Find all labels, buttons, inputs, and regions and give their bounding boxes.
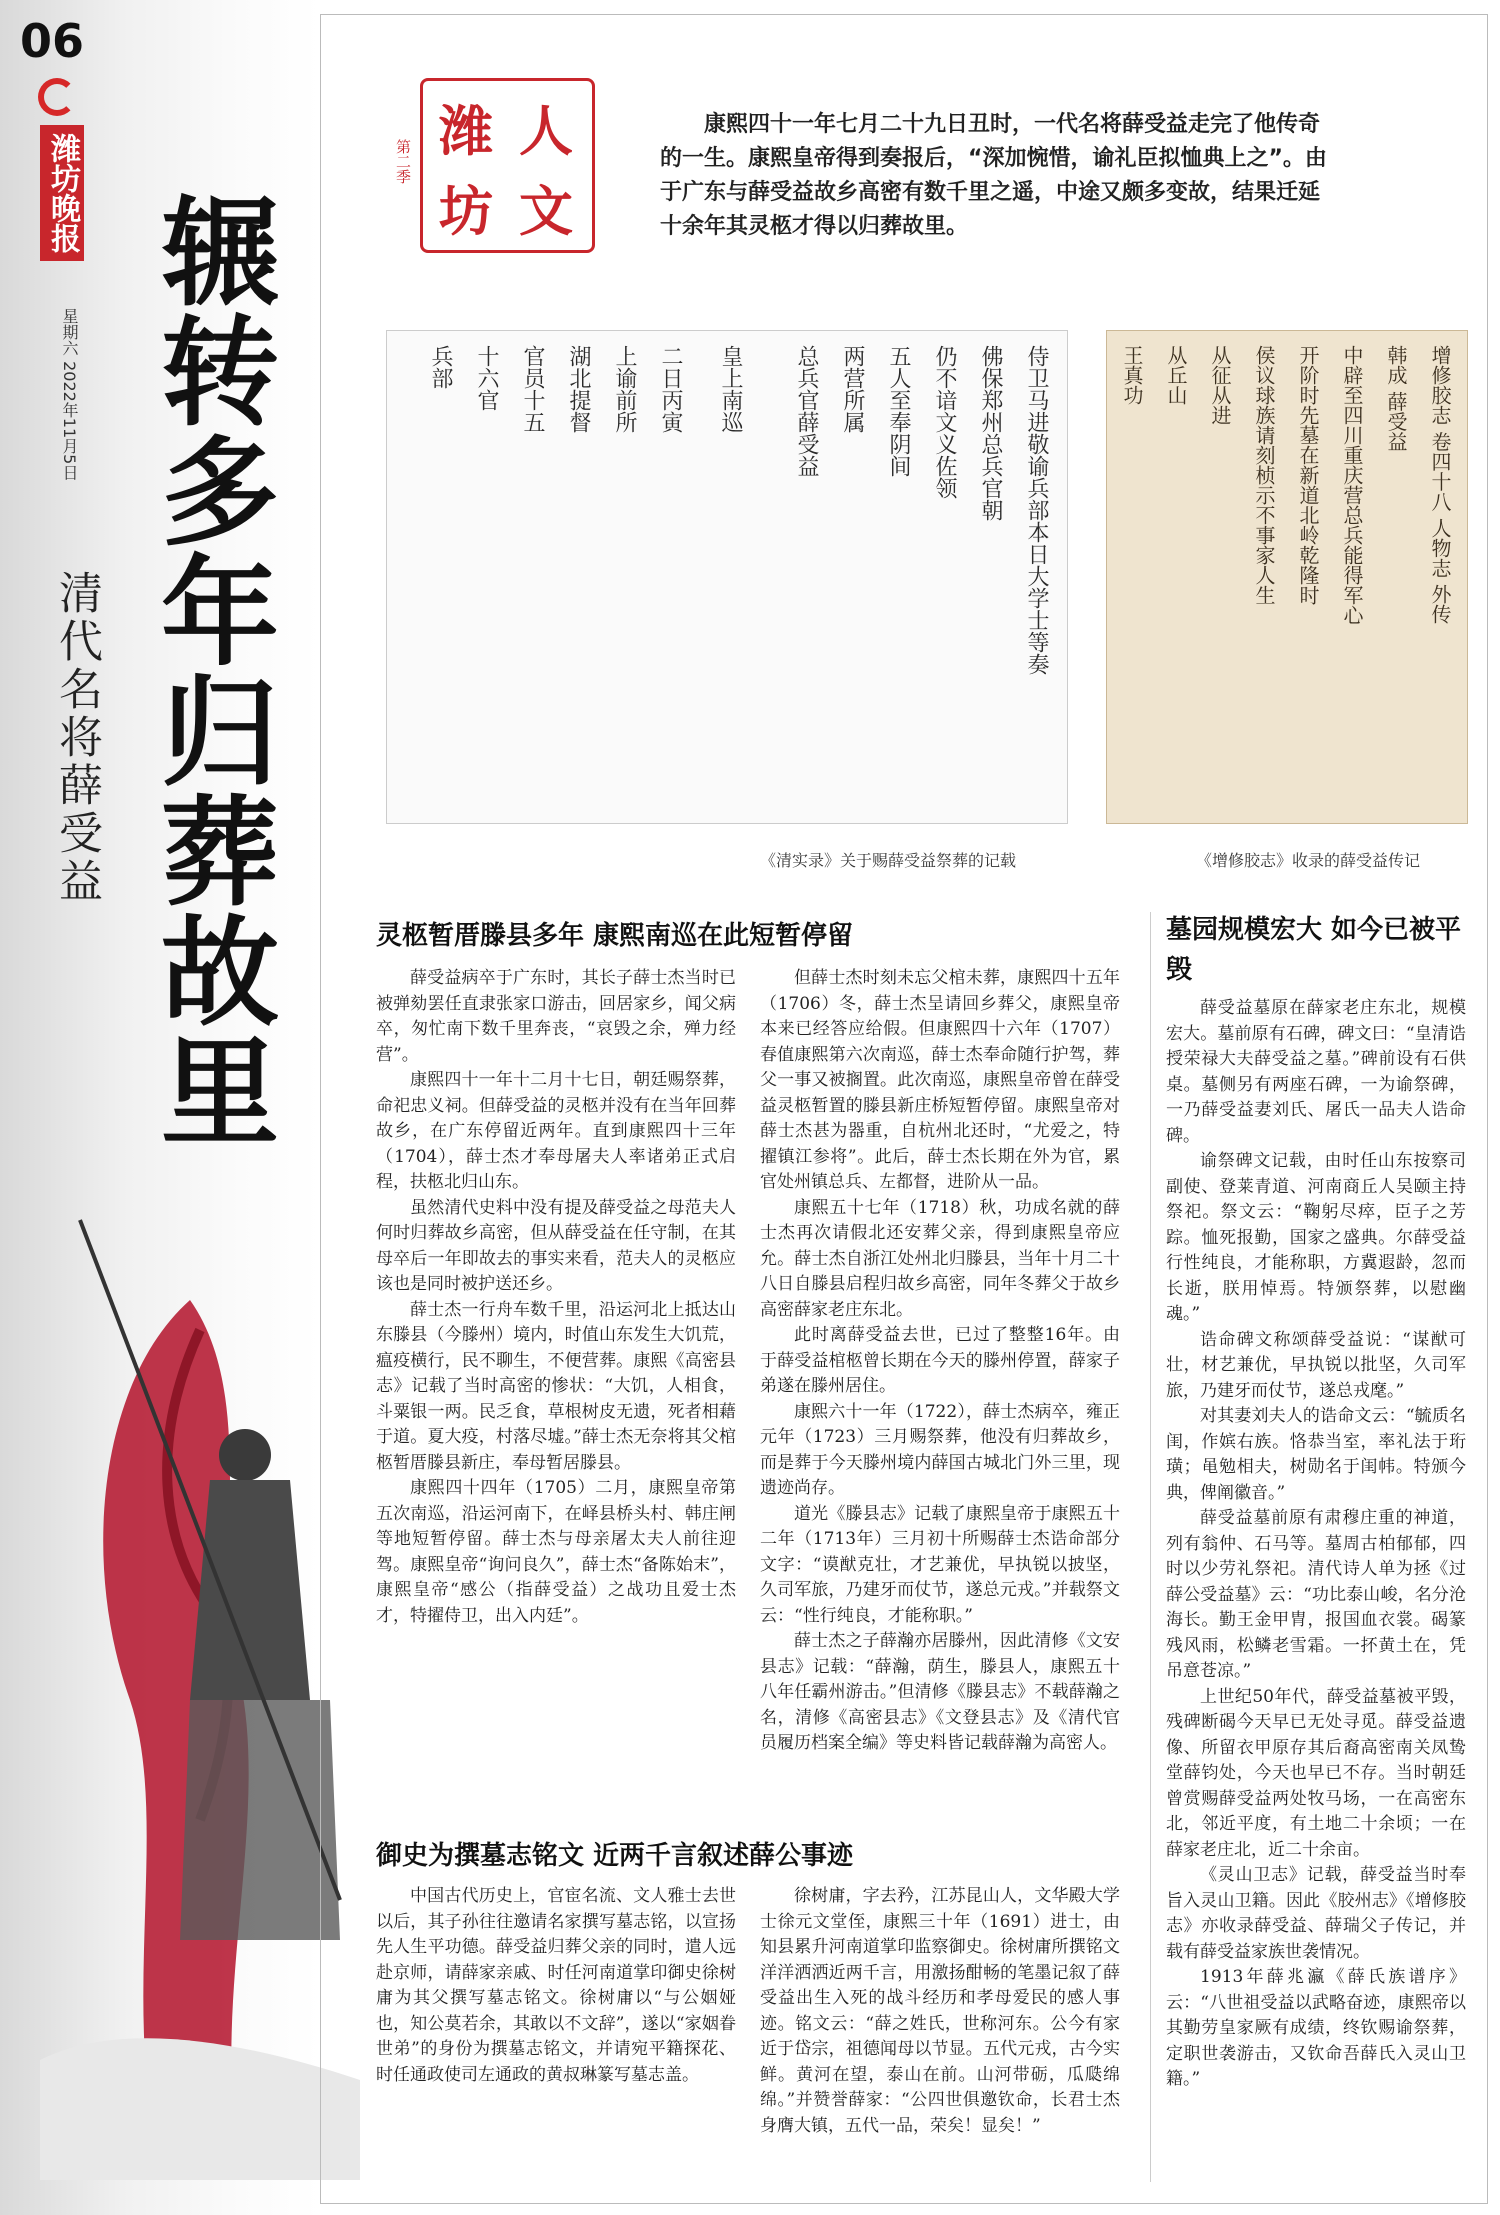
scan-column: 湖北提督: [566, 345, 591, 433]
paragraph: 此时离薛受益去世，已过了整整16年。由于薛受益棺柩曾长期在今天的滕州停置，薛家子弟遂在滕州居住。: [760, 1325, 1120, 1396]
newspaper-logo-icon: [38, 78, 76, 116]
paragraph: 康熙五十七年（1718）秋，功成名就的薛士杰再次请假北还安葬父亲，得到康熙皇帝应允。薛士杰自浙江处州北归滕县，当年十月二十八日自滕县启程归故乡高密，同年冬葬父于故乡高密薛家老庄东北。: [760, 1197, 1120, 1320]
section-body-column: [760, 966, 1120, 1946]
section-body-column: [376, 966, 736, 1946]
paragraph: 中国古代历史上，官宦名流、文人雅士去世以后，其子孙往往邀请名家撰写墓志铭，以宣扬先人生平功德。薛受益归葬父亲的同时，遣人远赴京师，请薛家亲戚、时任河南道掌印御史徐树庸为其父撰写墓志铭文。徐树庸以“与公姻娅也，知公莫若余，其敢以不文辞”，遂以“家姻眷世弟”的身份为撰墓志铭文，并请宛平籍探花、时任通政使司左通政的黄叔琳篆写墓志盖。: [376, 1886, 736, 2085]
scan-column: 十六官: [474, 345, 499, 411]
seal-char: 文: [519, 179, 573, 243]
scan-column: 仍不谙文义佐领: [932, 345, 957, 499]
seal-char: 潍: [439, 99, 493, 163]
section-heading: 墓园规模宏大 如今已被平毁: [1166, 915, 1462, 985]
scan-column: 五人至奉阴间: [886, 345, 911, 477]
paragraph: 上世纪50年代，薛受益墓被平毁，残碑断碣今天早已无处寻觅。薛受益遗像、所留衣甲原存其后裔高密南关凤鸷堂薛钧处，今天也早已不存。当时朝廷曾赏赐薛受益两处牧马场，一在高密东北，邻近平度，有土地二十余顷；一在薛家老庄北，近二十余亩。: [1166, 1686, 1466, 1860]
date-line: 星期六 2022年11月5日: [60, 308, 79, 481]
paragraph: 薛士杰之子薛瀚亦居滕州，因此清修《文安县志》记载：“薛瀚，荫生，滕县人，康熙五十八年任霸州游击。”但清修《滕县志》不载薛瀚之名，清修《高密县志》《文登县志》及《清代官员履历档案全编》等史料皆记载薛瀚为高密人。: [760, 1631, 1120, 1753]
scan-column: 总兵官薛受益: [794, 345, 819, 477]
paragraph: 薛受益墓前原有肃穆庄重的神道，列有翁仲、石马等。墓周古柏郁郁，四时以少劳礼祭祀。清代诗人单为拯《过薛公受益墓》云：“功比泰山峻，名分沧海长。勤王金甲胄，报国血衣裳。碣篆残风雨，松鳞老雪霜。一抔黄土在，凭吊意苍凉。”: [1166, 1508, 1466, 1681]
paragraph: 但薛士杰时刻未忘父棺未葬，康熙四十五年（1706）冬，薛士杰呈请回乡葬父，康熙皇帝本来已经答应给假。但康熙四十六年（1707）春值康熙第六次南巡，薛士杰奉命随行护驾，葬父一事又被搁置。此次南巡，康熙皇帝曾在薛受益灵柩暂置的滕县新庄桥短暂停留。康熙皇帝对薛士杰甚为器重，自杭州北还时，“尤爱之，特擢镇江参将”。此后，薛士杰长期在外为官，累官处州镇总兵、左都督，进阶从一品。: [760, 968, 1120, 1192]
paragraph: 康熙六十一年（1722），薛士杰病卒，雍正元年（1723）三月赐祭葬，他没有归葬故乡，而是葬于今天滕州境内薛国古城北门外三里，现遗迹尚存。: [760, 1401, 1120, 1498]
scan-column: 官员十五: [520, 345, 545, 433]
paragraph: 谕祭碑文记载，由时任山东按察司副使、登莱青道、河南商丘人吴颐主持祭祀。祭文云：“鞠躬尽瘁，臣子之芳踪。恤死报勤，国家之盛典。尔薛受益行性纯良，才能称职，方冀遐龄，忽而长逝，朕用悼焉。特颁祭葬，以慰幽魂。”: [1166, 1151, 1466, 1324]
paragraph: 虽然清代史料中没有提及薛受益之母范夫人何时归葬故乡高密，但从薛受益在任守制，在其母卒后一年即故去的事实来看，范夫人的灵柩应该也是同时被护送还乡。: [376, 1197, 736, 1294]
paragraph: 道光《滕县志》记载了康熙皇帝于康熙五十二年（1713年）三月初十所赐薛士杰诰命部分文字：“谟猷克壮，才艺兼优，早执锐以披坚，久司军旅，乃建牙而仗节，遂总元戎。”并载祭文云：“性行纯良，才能称职。”: [760, 1503, 1120, 1626]
qing-shilu-scan: [386, 330, 1068, 824]
section-body-column: [1166, 996, 1466, 2186]
scan-column: 二日丙寅: [658, 345, 683, 433]
paragraph: 康熙四十一年十二月十七日，朝廷赐祭葬，命祀忠义祠。但薛受益的灵柩并没有在当年回葬故乡，在广东停留近两年。直到康熙四十三年（1704），薛士杰才奉母屠夫人率诸弟正式启程，扶柩北归山东。: [376, 1070, 736, 1192]
newspaper-name: 潍坊晚报: [40, 125, 84, 261]
image-caption: 《清实录》关于赐薛受益祭葬的记载: [760, 851, 1017, 870]
paragraph: 薛受益病卒于广东时，其长子薛士杰当时已被弹劾罢任直隶张家口游击，回居家乡，闻父病卒，匆忙南下数千里奔丧，“哀毁之余，殚力经营”。: [376, 968, 736, 1065]
main-title: 辗转多年归葬故里: [141, 190, 279, 1150]
scan-column: 开阶时先墓在新道北岭乾隆时: [1296, 345, 1320, 605]
paragraph: 薛受益墓原在薛家老庄东北，规模宏大。墓前原有石碑，碑文曰：“皇清诰授荣禄大夫薛受益之墓。”碑前设有石供桌。墓侧另有两座石碑，一为谕祭碑，一乃薛受益妻刘氏、屠氏一品夫人诰命碑。: [1166, 998, 1466, 1146]
section-heading: 灵柩暂厝滕县多年 康熙南巡在此短暂停留: [376, 921, 854, 951]
paragraph: 《灵山卫志》记载，薛受益当时奉旨入灵山卫籍。因此《胶州志》《增修胶志》亦收录薛受益、薛瑞父子传记，并载有薛受益家族世袭情况。: [1166, 1865, 1466, 1962]
seal-char: 坊: [439, 179, 493, 243]
paragraph: 对其妻刘夫人的诰命文云：“毓质名闺，作嫔右族。恪恭当室，率礼法于珩璜；黾勉相夫，树勋名于闺帏。特颁今典，俾阐徽音。”: [1166, 1406, 1466, 1503]
seal-char: 人: [519, 99, 573, 163]
scan-column: 兵部: [428, 345, 453, 389]
scan-column: 从丘山: [1164, 345, 1188, 405]
page-number: 06: [20, 14, 85, 68]
zengxiu-jiaozhi-scan: [1106, 330, 1468, 824]
scan-column: 两营所属: [840, 345, 865, 433]
lede-paragraph: 康熙四十一年七月二十九日丑时，一代名将薛受益走完了他传奇的一生。康熙皇帝得到奏报后，“深加惋惜，谕礼臣拟恤典上之”。由于广东与薛受益故乡高密有数千里之遥，中途又颇多变故，结果迁延十余年其灵柩才得以归葬故里。: [660, 112, 1327, 239]
scan-column: 增修胶志 卷四十八 人物志 外传: [1428, 345, 1452, 625]
scan-column: 上谕前所: [612, 345, 637, 433]
seal-season: 第二季: [394, 139, 412, 184]
column-divider: [1150, 912, 1151, 2182]
main-subtitle: 清代名将薛受益: [51, 570, 102, 906]
scan-column: 王真功: [1120, 345, 1144, 405]
scan-column: 中辟至四川重庆营总兵能得军心: [1340, 345, 1364, 625]
scan-column: 佛保郑州总兵官朝: [978, 345, 1003, 521]
column-seal: [394, 78, 595, 253]
scan-column: 从征从进: [1208, 345, 1232, 425]
section-body-column: [376, 1884, 736, 2184]
section-heading: 御史为撰墓志铭文 近两千言叙述薛公事迹: [376, 1841, 854, 1871]
image-caption: 《增修胶志》收录的薛受益传记: [1196, 851, 1421, 870]
warrior-illustration: [40, 1180, 360, 2180]
scan-column: 皇上南巡: [718, 345, 743, 433]
scan-column: 韩成 薛受益: [1384, 345, 1408, 452]
section-body-column: [760, 1884, 1120, 2184]
paragraph: 薛士杰一行舟车数千里，沿运河北上抵达山东滕县（今滕州）境内，时值山东发生大饥荒，瘟疫横行，民不聊生，不便营葬。康熙《高密县志》记载了当时高密的惨状：“大饥，人相食，斗粟银一两。民乏食，草根树皮无遗，死者相藉于道。夏大疫，村落尽墟。”薛士杰无奈将其父棺柩暂厝滕县新庄，奉母暂居滕县。: [376, 1299, 736, 1473]
paragraph: 诰命碑文称颂薛受益说：“谋猷可壮，材艺兼优，早执锐以批坚，久司军旅，乃建牙而仗节，遂总戎麾。”: [1166, 1329, 1466, 1401]
scan-column: 侯议球族请刻桢示不事家人生: [1252, 345, 1276, 605]
paragraph: 康熙四十四年（1705）二月，康熙皇帝第五次南巡，沿运河南下，在峄县桥头村、韩庄闸等地短暂停留。薛士杰与母亲屠太夫人前往迎驾。康熙皇帝“询问良久”，薛士杰“备陈始末”，康熙皇帝“感公（指薛受益）之战功且爱士杰才，特擢侍卫，出入内廷”。: [376, 1478, 736, 1626]
paragraph: 1913年薛兆瀛《薛氏族谱序》云：“八世祖受益以武略奋迹，康熙帝以其勤劳皇家厥有成绩，终钦赐谕祭葬，定职世袭游击，又钦命吾薛氏入灵山卫籍。”: [1166, 1967, 1466, 2089]
scan-column: 侍卫马进敬谕兵部本日大学士等奏: [1024, 345, 1049, 675]
paragraph: 徐树庸，字去矜，江苏昆山人，文华殿大学士徐元文堂侄，康熙三十年（1691）进士，由知县累升河南道掌印监察御史。徐树庸所撰铭文洋洋洒洒近两千言，用激扬酣畅的笔墨记叙了薛受益出生入死的战斗经历和孝母爱民的感人事迹。铭文云：“薛之姓氏，世称河东。公今有家近于岱宗，祖德闻母以节显。五代元戎，古今实鲜。黄河在望，泰山在前。山河带砺，瓜瓞绵绵。”并赞誉薛家：“公四世俱邀钦命，长君士杰身膺大镇，五代一品，荣矣！显矣！”: [760, 1886, 1120, 2136]
